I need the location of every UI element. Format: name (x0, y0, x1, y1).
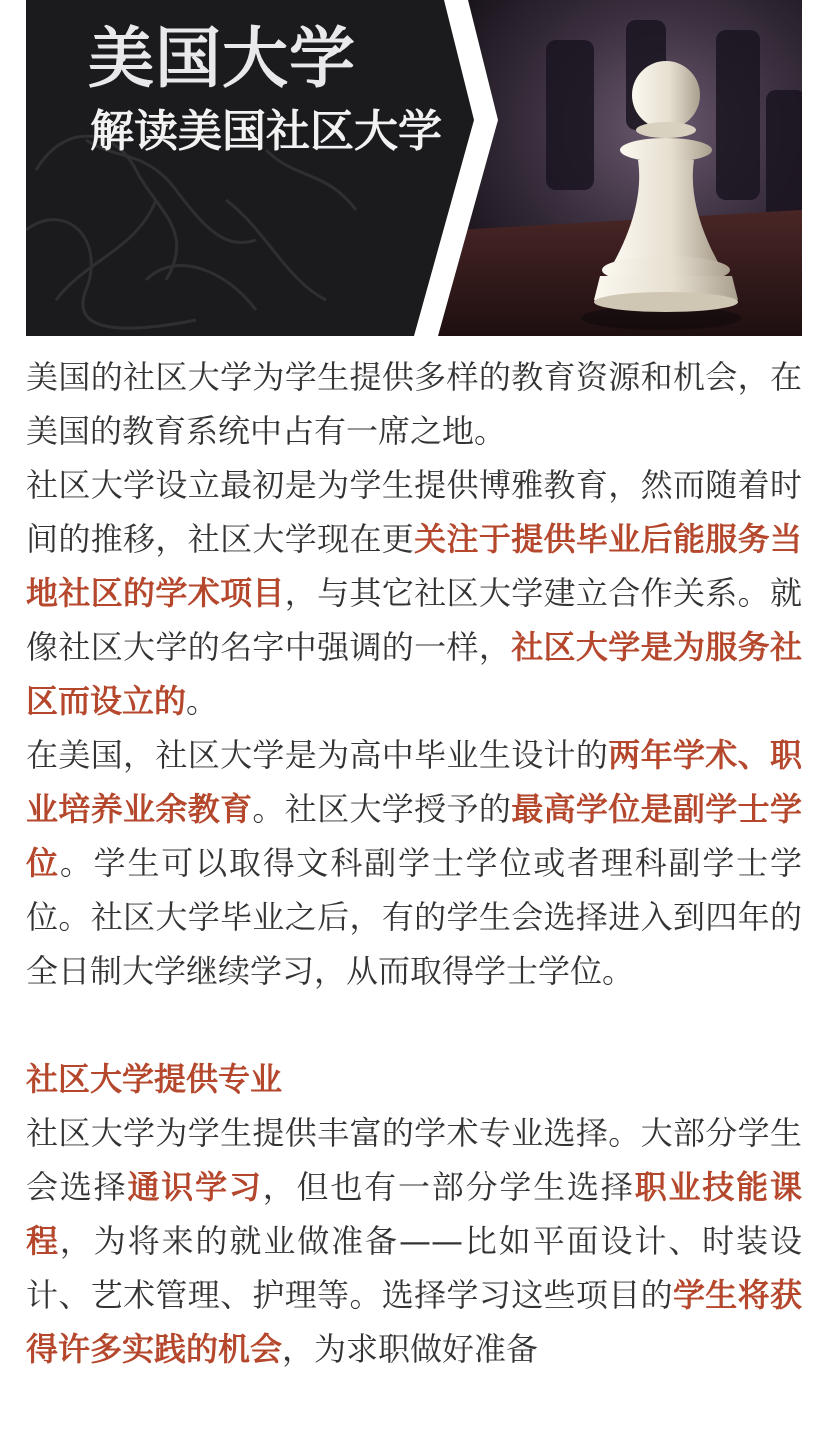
highlight-text: 关注于提供毕业后能服务当地社区的学术项目 (26, 520, 802, 612)
highlight-text: 社区大学是为服务社区而设立的 (26, 628, 802, 720)
paragraph-text: 。 (186, 682, 219, 720)
section-heading-majors: 社区大学提供专业 (26, 1060, 283, 1098)
banner-subtitle: 解读美国社区大学 (90, 106, 442, 157)
banner-title: 美国大学 (88, 20, 356, 97)
paragraph-text: 在美国，社区大学是为高中毕业生设计的 (26, 736, 609, 774)
paragraph-majors (26, 1106, 802, 1376)
paragraph-text: 。学生可以取得文科副学士学位或者理科副学士学位。社区大学毕业之后，有的学生会选择进入到四年的全日制大学继续学习，从而取得学士学位。 (26, 844, 802, 990)
paragraph-degrees (26, 728, 802, 998)
paragraph-text: ，但也有一部分学生选择 (262, 1168, 635, 1206)
paragraph-intro (26, 350, 802, 458)
highlight-text: 两年学术、职业培养业余教育 (26, 736, 802, 828)
paragraph-text: ，与其它社区大学建立合作关系。就像社区大学的名字中强调的一样， (26, 574, 802, 666)
paragraph-spacer (26, 998, 802, 1052)
highlight-text: 通识学习 (127, 1168, 263, 1206)
highlight-text: 最高学位是副学士学位 (26, 790, 802, 882)
article-banner (26, 0, 802, 336)
paragraph-text: 社区大学设立最初是为学生提供博雅教育，然而随着时间的推移，社区大学现在更 (26, 466, 802, 558)
paragraph-text: 。社区大学授予的 (252, 790, 512, 828)
highlight-text: 职业技能课程 (26, 1168, 802, 1260)
paragraph-history (26, 458, 802, 728)
article-body (26, 350, 802, 1376)
paragraph-text: 美国的社区大学为学生提供多样的教育资源和机会，在美国的教育系统中占有一席之地。 (26, 358, 802, 450)
paragraph-text: ，为将来的就业做准备——比如平面设计、时装设计、艺术管理、护理等。选择学习这些项目的 (26, 1222, 802, 1314)
highlight-text: 学生将获得许多实践的机会 (26, 1276, 802, 1368)
paragraph-text: 社区大学为学生提供丰富的学术专业选择。大部分学生会选择 (26, 1114, 802, 1206)
paragraph-text: ，为求职做好准备 (282, 1330, 539, 1368)
